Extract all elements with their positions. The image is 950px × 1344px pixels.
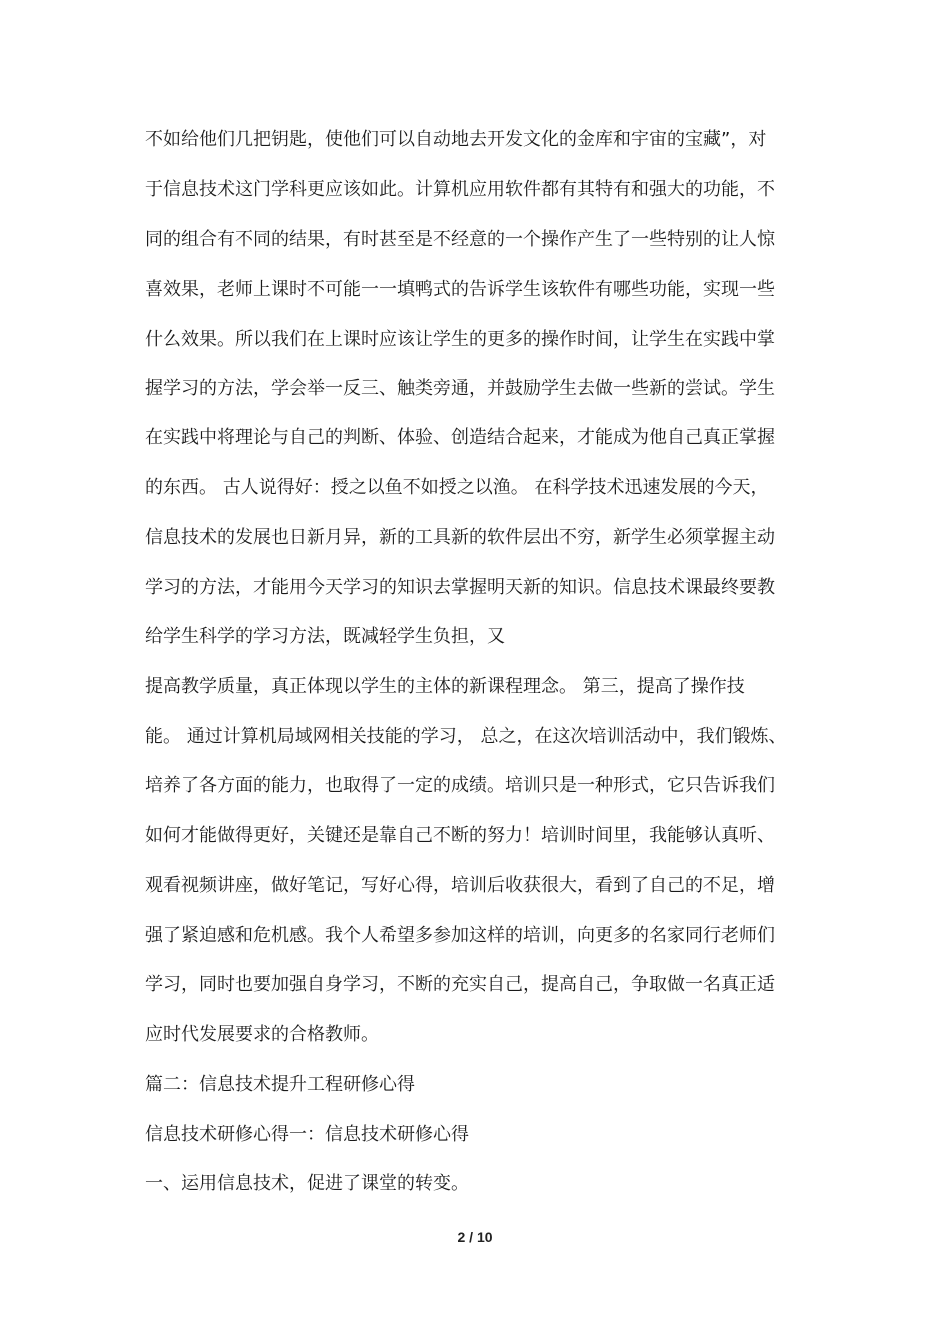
numbered-heading: 一、运用信息技术，促进了课堂的转变。 xyxy=(145,1173,469,1194)
text-line: 在实践中将理论与自己的判断、体验、创造结合起来，才能成为他自己真正掌握 xyxy=(145,427,775,448)
text-line: 的东西。 古人说得好：授之以鱼不如授之以渔。 在科学技术迅速发展的今天， xyxy=(145,477,769,498)
text-line: 给学生科学的学习方法，既减轻学生负担，又 xyxy=(145,626,505,647)
text-line: 如何才能做得更好，关键还是靠自己不断的努力！培训时间里，我能够认真听、 xyxy=(145,825,775,846)
page-number: 2 / 10 xyxy=(457,1229,493,1245)
text-line: 什么效果。所以我们在上课时应该让学生的更多的操作时间，让学生在实践中掌 xyxy=(145,329,775,350)
text-line: 同的组合有不同的结果，有时甚至是不经意的一个操作产生了一些特别的让人惊 xyxy=(145,229,775,250)
text-line: 不如给他们几把钥匙，使他们可以自动地去开发文化的金库和宇宙的宝藏”，对 xyxy=(145,129,767,150)
section-heading: 篇二：信息技术提升工程研修心得 xyxy=(145,1074,415,1095)
text-line: 观看视频讲座，做好笔记，写好心得，培训后收获很大，看到了自己的不足，增 xyxy=(145,875,775,896)
text-line: 喜效果，老师上课时不可能一一填鸭式的告诉学生该软件有哪些功能，实现一些 xyxy=(145,279,775,300)
subsection-heading: 信息技术研修心得一：信息技术研修心得 xyxy=(145,1124,469,1145)
text-line: 握学习的方法，学会举一反三、触类旁通，并鼓励学生去做一些新的尝试。学生 xyxy=(145,378,775,399)
text-line: 培养了各方面的能力，也取得了一定的成绩。培训只是一种形式，它只告诉我们 xyxy=(145,775,775,796)
text-line: 于信息技术这门学科更应该如此。计算机应用软件都有其特有和强大的功能，不 xyxy=(145,179,775,200)
text-line: 强了紧迫感和危机感。我个人希望多参加这样的培训，向更多的名家同行老师们 xyxy=(145,925,775,946)
text-line: 学习的方法，才能用今天学习的知识去掌握明天新的知识。信息技术课最终要教 xyxy=(145,577,775,598)
text-line: 能。 通过计算机局域网相关技能的学习， 总之，在这次培训活动中，我们锻炼、 xyxy=(145,726,787,747)
text-line: 信息技术的发展也日新月异，新的工具新的软件层出不穷，新学生必须掌握主动 xyxy=(145,527,775,548)
text-line: 提高教学质量，真正体现以学生的主体的新课程理念。 第三，提高了操作技 xyxy=(145,676,745,697)
text-line: 学习，同时也要加强自身学习，不断的充实自己，提高自己，争取做一名真正适 xyxy=(145,974,775,995)
text-line: 应时代发展要求的合格教师。 xyxy=(145,1024,379,1045)
